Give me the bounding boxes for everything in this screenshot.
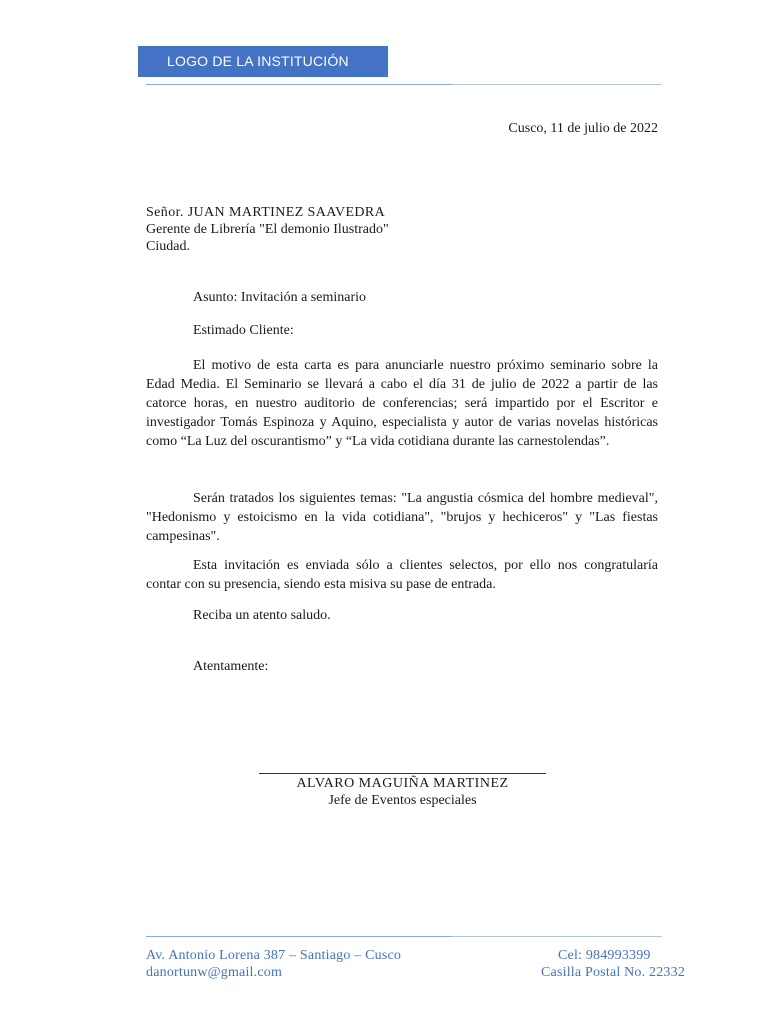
- letter-greeting: Estimado Cliente:: [193, 323, 294, 338]
- letter-closing: Reciba un atento saludo.: [193, 608, 331, 623]
- recipient-role: Gerente de Librería "El demonio Ilustrado": [146, 222, 389, 237]
- recipient-city: Ciudad.: [146, 239, 190, 254]
- letter-subject: Asunto: Invitación a seminario: [193, 290, 367, 305]
- footer-email: danortunw@gmail.com: [146, 965, 283, 980]
- recipient-name: Señor. JUAN MARTINEZ SAAVEDRA: [146, 205, 386, 220]
- institution-logo-placeholder: LOGO DE LA INSTITUCIÓN: [138, 46, 388, 77]
- signature-line: [259, 773, 546, 774]
- signer-title: Jefe de Eventos especiales: [328, 793, 477, 808]
- header-divider: [146, 84, 662, 85]
- body-paragraph-topics: Serán tratados los siguientes temas: "La angustia cósmica del hombre medieval", "Hedonismo y estoicismo en la vida cotidiana", "brujos y hechiceros" y "Las fiestas campesinas".: [146, 491, 658, 544]
- signer-name: ALVARO MAGUIÑA MARTINEZ: [296, 776, 509, 791]
- footer-postal-box: Casilla Postal No. 22332: [541, 965, 686, 980]
- letter-date: Cusco, 11 de julio de 2022: [508, 121, 658, 136]
- letter-sign-off: Atentamente:: [193, 659, 269, 674]
- footer-phone: Cel: 984993399: [558, 948, 651, 963]
- footer-address: Av. Antonio Lorena 387 – Santiago – Cusco: [146, 948, 402, 963]
- footer-divider-accent: [146, 936, 452, 937]
- footer-divider: [146, 936, 662, 937]
- body-paragraph-intro: El motivo de esta carta es para anunciarle nuestro próximo seminario sobre la Edad Media. El Seminario se llevará a cabo el día 31 de julio de 2022 a partir de las catorce horas, en nuestro auditorio de conferencias; será impartido por el Escritor e investigador Tomás Espinoza y Aquino, especialista y autor de varias novelas históricas como “La Luz del oscurantismo” y “La vida cotidiana durante las carnestolendas”.: [146, 358, 658, 449]
- header-divider-accent: [146, 84, 452, 85]
- body-paragraph-invitation: Esta invitación es enviada sólo a clientes selectos, por ello nos congratularía contar con su presencia, siendo esta misiva su pase de entrada.: [146, 558, 658, 592]
